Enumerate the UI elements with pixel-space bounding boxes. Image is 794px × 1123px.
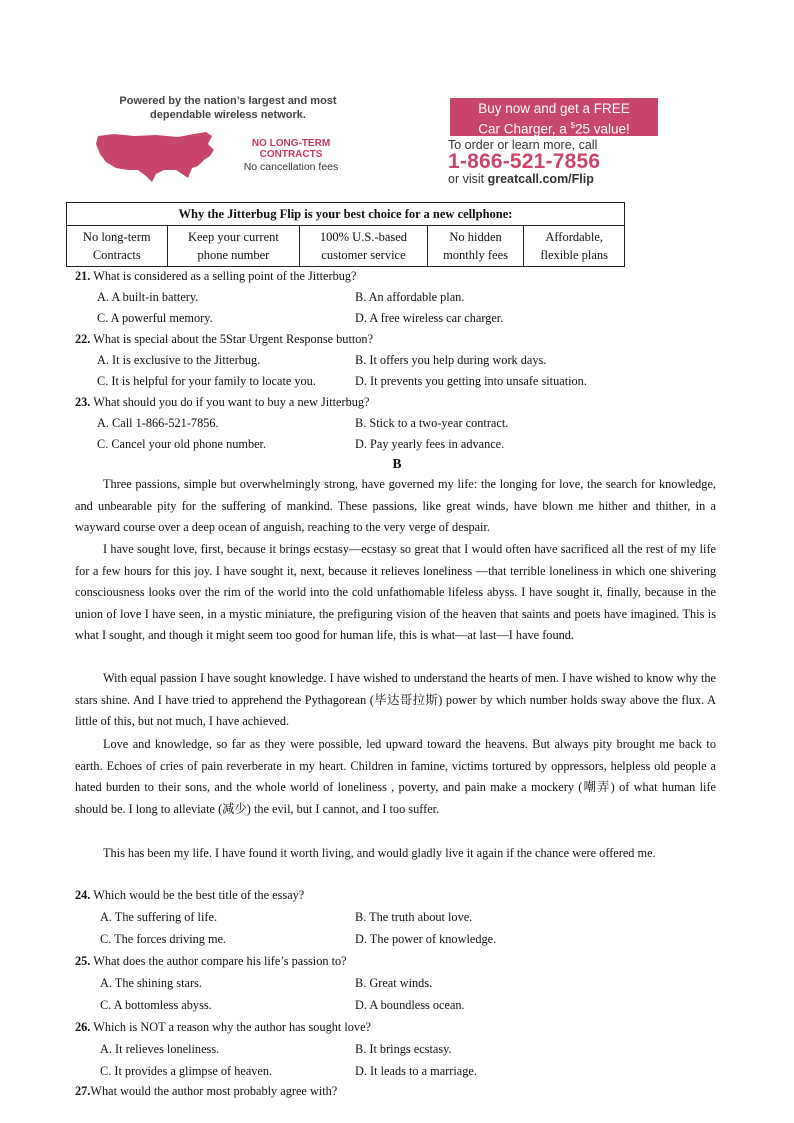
promo-line2-a: Car Charger, a (478, 121, 571, 137)
visit-prefix: or visit (448, 172, 488, 186)
cell-line: Affordable, (545, 230, 604, 244)
table-row (67, 226, 625, 267)
cell-line: customer service (321, 248, 406, 262)
table-cell (300, 226, 427, 267)
question-number: 27. (75, 1084, 91, 1098)
visit-line (448, 172, 662, 186)
question-21 (75, 269, 357, 284)
option-25-d: D. A boundless ocean. (355, 998, 465, 1012)
visit-url: greatcall.com/Flip (487, 172, 594, 186)
promo-line1: Buy now and get a FREE (478, 101, 630, 116)
table-cell (524, 226, 625, 267)
option-26-b: B. It brings ecstasy. (355, 1042, 452, 1056)
option-26-d: D. It leads to a marriage. (355, 1064, 477, 1078)
option-22-d: D. It prevents you getting into unsafe situation. (355, 374, 587, 388)
us-map-shape (96, 132, 214, 182)
passage-paragraph-4: Love and knowledge, so far as they were possible, led upward toward the heavens. But always pity brought me back to earth. Echoes of cries of pain reverberate in my heart. Children in famine, victims tortured by oppressors, helpless old people a hated burden to their sons, and the whole world of loneliness , poverty, and pain make a mockery (嘲弄) of what human life should be. I long to alleviate (减少) the evil, but I cannot, and I too suffer. (75, 737, 716, 816)
promo-line2-b: 25 value! (574, 121, 630, 137)
option-23-b: B. Stick to a two-year contract. (355, 416, 509, 430)
question-text: What should you do if you want to buy a new Jitterbug? (90, 395, 370, 409)
cell-line: phone number (197, 248, 270, 262)
section-heading: B (392, 456, 402, 471)
option-25-c: C. A bottomless abyss. (100, 998, 212, 1012)
question-number: 21. (75, 269, 91, 283)
ad-tagline: Powered by the nation’s largest and most dependable wireless network. (119, 95, 337, 121)
option-21-d: D. A free wireless car charger. (355, 311, 504, 325)
question-text: What does the author compare his life’s passion to? (90, 954, 347, 968)
cell-line: Keep your current (187, 230, 279, 244)
option-24-c: C. The forces driving me. (100, 932, 227, 946)
passage-paragraph-2: I have sought love, first, because it brings ecstasy—ecstasy so great that I would often have sacrificed all the rest of my life for a few hours for this joy. I have sought it, next, because it relieves loneliness —that terrible loneliness in which one shivering consciousness looks over the rim of the world into the cold unfathomable lifeless abyss. I have sought it, finally, because in the union of love I have seen, in a mystic miniature, the prefiguring vision of the heaven that saints and poets have imagined. This is what I sought, and though it might seem too good for human life, this is what—at last—I have found. (75, 542, 716, 643)
question-number: 26. (75, 1020, 91, 1034)
order-text: To order or learn more, call (448, 138, 598, 152)
option-24-d: D. The power of knowledge. (355, 932, 497, 946)
question-text: What is considered as a selling point of the Jitterbug? (90, 269, 357, 283)
question-26 (75, 1020, 371, 1035)
table-cell (67, 226, 168, 267)
cell-line: monthly fees (443, 248, 508, 262)
cell-line: No hidden (449, 230, 502, 244)
option-24-b: B. The truth about love. (355, 910, 473, 924)
promo-box (450, 98, 658, 136)
passage-paragraph-3: With equal passion I have sought knowledge. I have wished to understand the hearts of men. I have wished to know why the stars shine. And I have tried to apprehend the Pythagorean (毕达哥拉斯) power by which number holds sway above the flux. A little of this, but not much, I have achieved. (75, 671, 716, 729)
option-26-c: C. It provides a glimpse of heaven. (100, 1064, 273, 1078)
passage-paragraph-5: This has been my life. I have found it worth living, and would gladly live it again if the chance were offered me. (103, 846, 656, 860)
option-22-c: C. It is helpful for your family to locate you. (97, 374, 316, 388)
question-text: What is special about the 5Star Urgent Response button? (90, 332, 374, 346)
option-22-a: A. It is exclusive to the Jitterbug. (97, 353, 261, 367)
question-number: 25. (75, 954, 91, 968)
question-number: 22. (75, 332, 91, 346)
option-21-c: C. A powerful memory. (97, 311, 213, 325)
question-number: 24. (75, 888, 91, 902)
question-25 (75, 954, 347, 969)
option-21-b: B. An affordable plan. (355, 290, 465, 304)
advertisement-banner (88, 88, 668, 188)
table-cell (427, 226, 524, 267)
question-22 (75, 332, 373, 347)
option-25-b: B. Great winds. (355, 976, 433, 990)
no-cancellation-label: No cancellation fees (243, 161, 339, 173)
us-map-icon (94, 128, 220, 184)
cell-line: Contracts (92, 248, 141, 262)
cell-line: flexible plans (540, 248, 609, 262)
table-header-row (67, 203, 625, 226)
question-text: What would the author most probably agree with? (90, 1084, 338, 1098)
table-caption: Why the Jitterbug Flip is your best choice for a new cellphone: (67, 203, 625, 226)
table-cell (167, 226, 300, 267)
no-contracts-line1: NO LONG-TERM (251, 138, 331, 149)
option-23-c: C. Cancel your old phone number. (97, 437, 267, 451)
option-22-b: B. It offers you help during work days. (355, 353, 547, 367)
jitterbug-benefits-table (66, 202, 625, 267)
question-24 (75, 888, 304, 903)
promo-dollar-sign: $ (570, 121, 575, 130)
order-phone-number: 1-866-521-7856 (448, 150, 601, 173)
cell-line: No long-term (82, 230, 151, 244)
ad-left-panel (88, 88, 418, 188)
question-text: Which is NOT a reason why the author has sought love? (90, 1020, 371, 1034)
option-23-d: D. Pay yearly fees in advance. (355, 437, 505, 451)
ad-right-panel (446, 88, 666, 188)
no-contracts-label (226, 138, 356, 160)
option-21-a: A. A built-in battery. (97, 290, 199, 304)
option-23-a: A. Call 1-866-521-7856. (97, 416, 219, 430)
promo-line2 (450, 117, 658, 138)
option-24-a: A. The suffering of life. (100, 910, 218, 924)
question-27 (75, 1084, 337, 1099)
option-26-a: A. It relieves loneliness. (100, 1042, 220, 1056)
no-contracts-line2: CONTRACTS (259, 149, 323, 160)
passage-paragraph-1: Three passions, simple but overwhelmingly strong, have governed my life: the longing for love, the search for knowledge, and unbearable pity for the suffering of mankind. These passions, like great winds, have blown me hither and thither, in a wayward course over a deep ocean of anguish, reaching to the very verge of despair. (75, 477, 716, 535)
question-text: Which would be the best title of the essay? (90, 888, 305, 902)
cell-line: 100% U.S.-based (319, 230, 408, 244)
question-number: 23. (75, 395, 91, 409)
question-23 (75, 395, 370, 410)
option-25-a: A. The shining stars. (100, 976, 202, 990)
